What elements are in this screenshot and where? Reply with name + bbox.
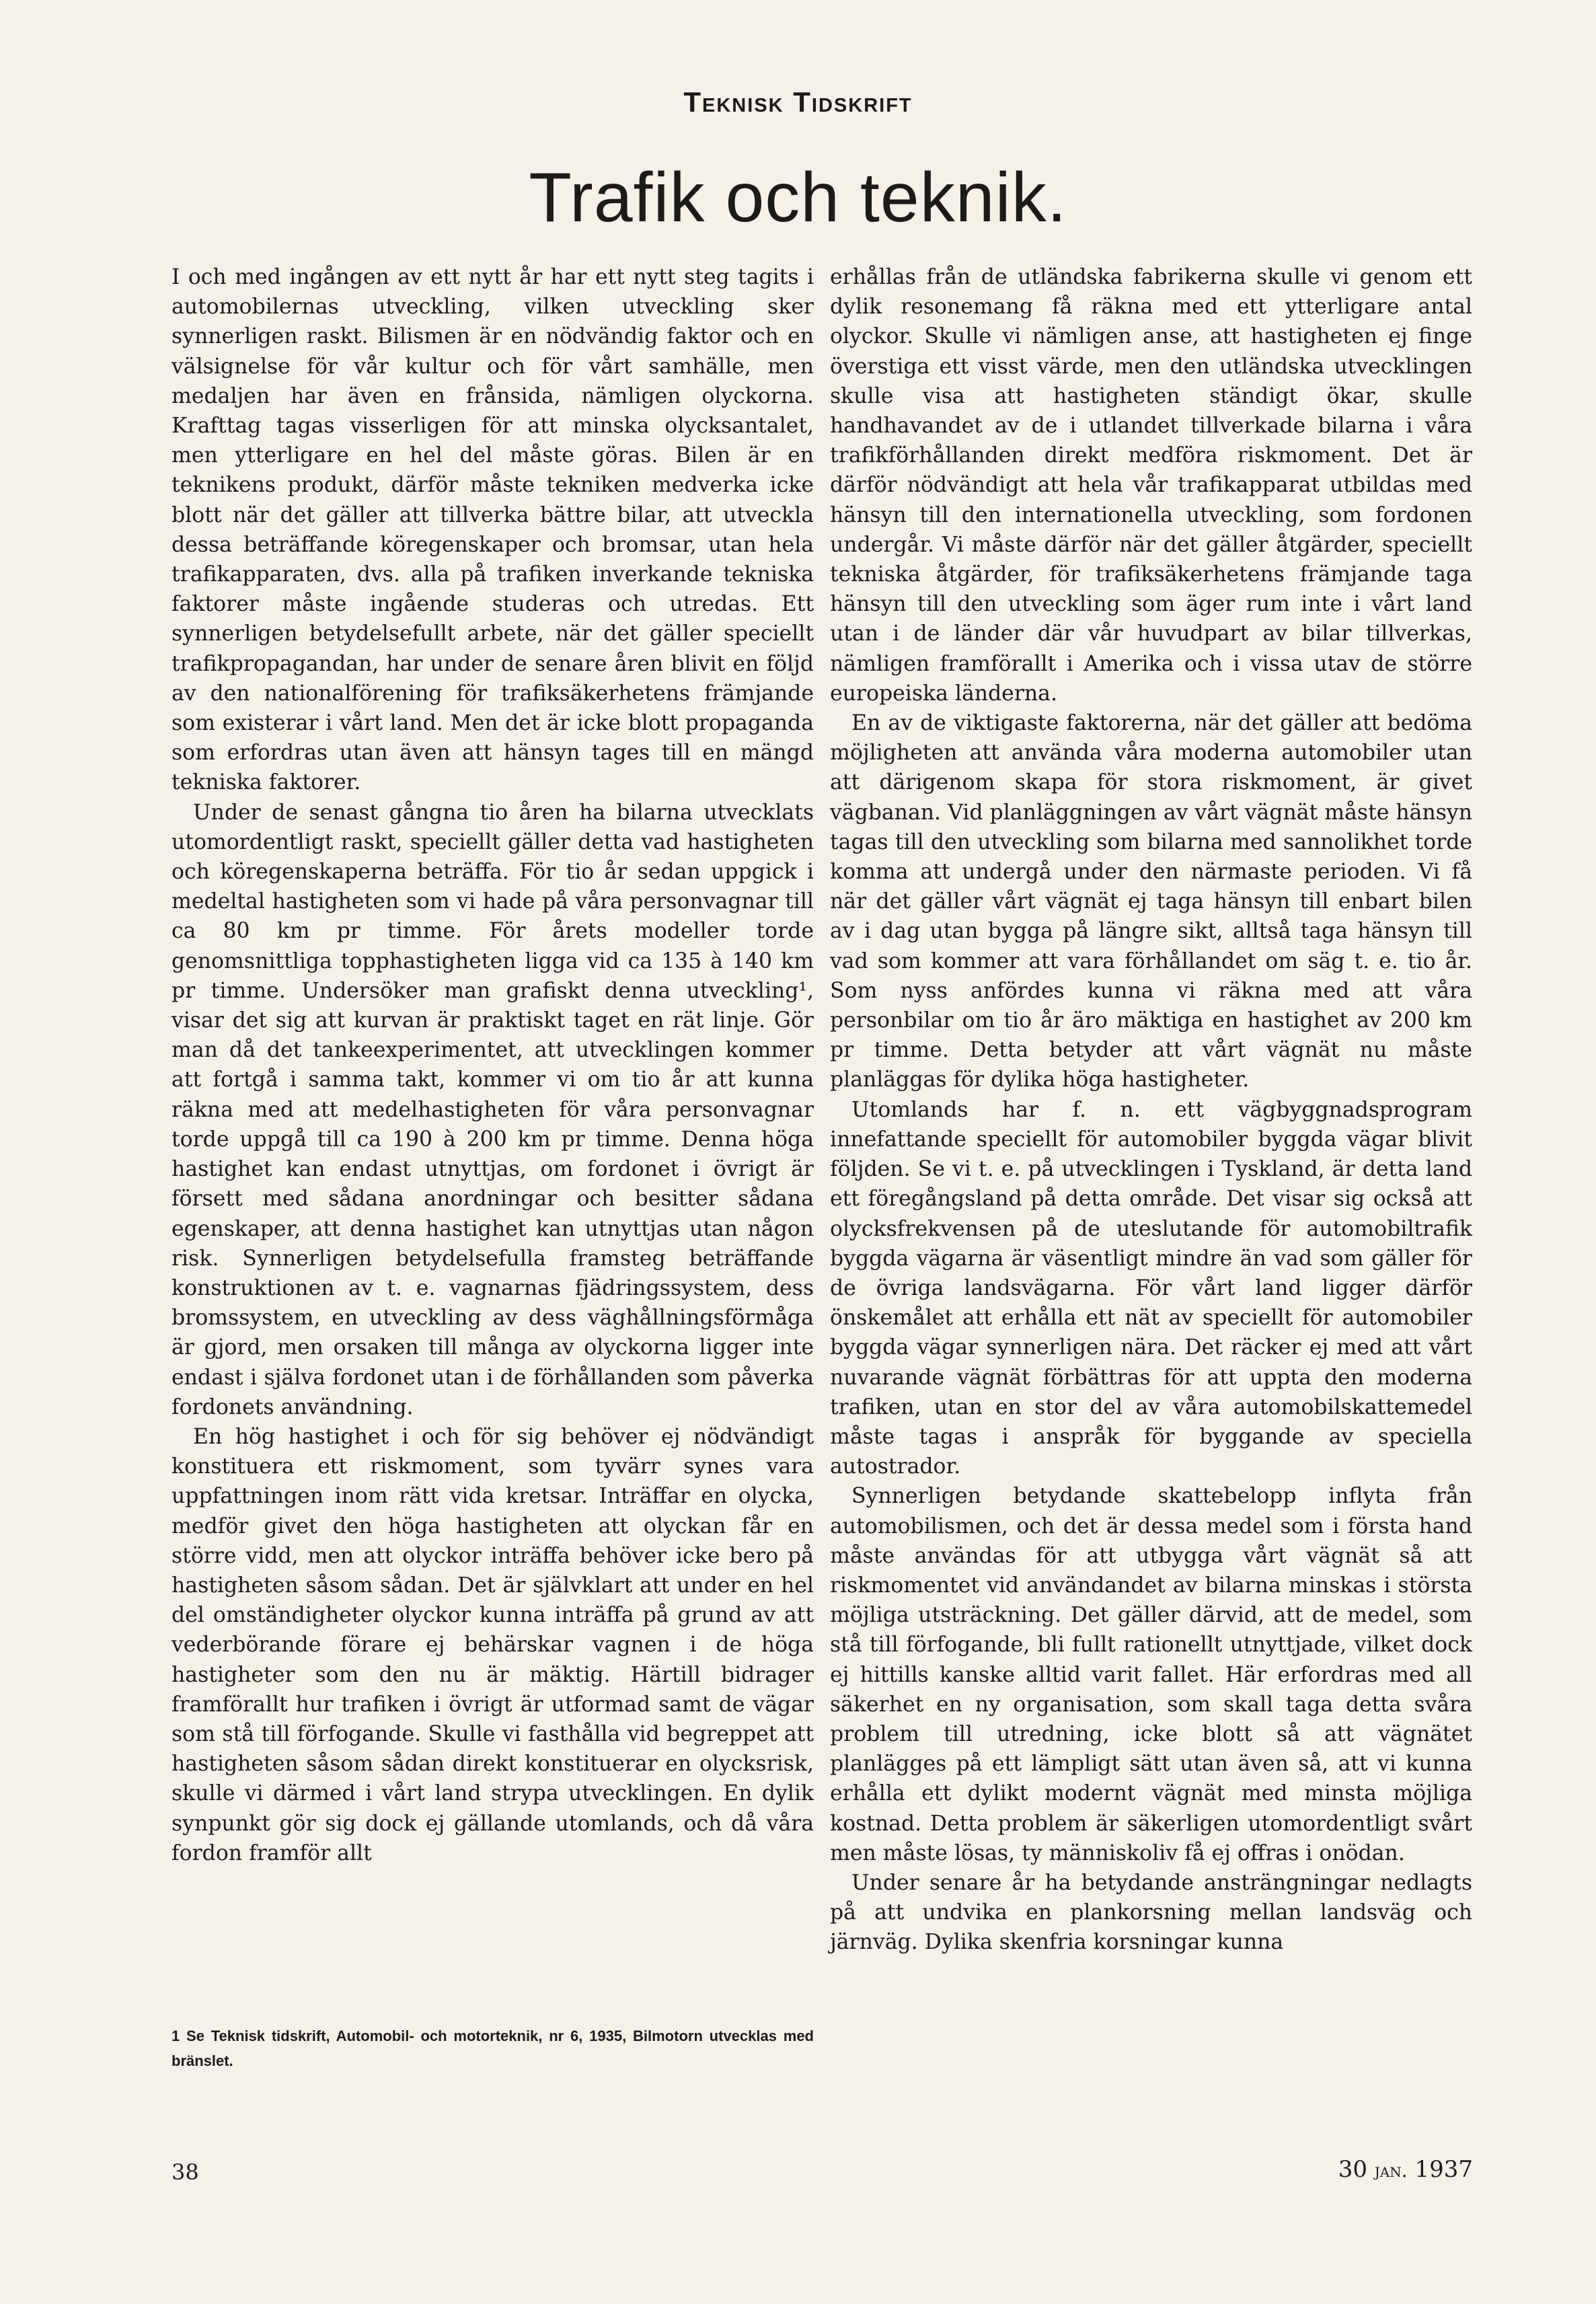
page-number: 38 bbox=[172, 2159, 199, 2185]
article-title: Trafik och teknik. bbox=[529, 159, 1067, 237]
paragraph: Utomlands har f. n. ett vägbyggnadsprogram innefattande speciellt för automobiler byggda vägar blivit följden. Se vi t. e. på utvecklingen i Tyskland, är detta land ett föregångsland på detta område. Det visar sig också att olycksfrekvensen på de uteslutande för automobiltrafik byggda vägarna är väsentligt mindre än vad som gäller för de övriga landsvägarna. För vårt land ligger därför önskemålet att erhålla ett nät av speciellt för automobiler byggda vägar synnerligen nära. Det räcker ej med att vårt nuvarande vägnät förbättras för att uppta den moderna trafiken, utan en stor del av våra automobilskattemedel måste tagas i anspråk för byggande av speciella autostrador. bbox=[830, 1097, 1472, 1479]
footnote: 1 Se Teknisk tidskrift, Automobil- och motorteknik, nr 6, 1935, Bilmotorn utvecklas med bränslet. bbox=[172, 2028, 814, 2069]
paragraph: Under de senast gångna tio åren ha bilarna utvecklats utomordentligt raskt, speciellt gäller detta vad hastigheten och köregenskaperna beträffa. För tio år sedan uppgick i medeltal hastigheten som vi hade på våra personvagnar till ca 80 km pr timme. För årets modeller torde genomsnittliga topphastigheten ligga vid ca 135 à 140 km pr timme. Undersöker man grafiskt denna utveckling¹, visar det sig att kurvan är praktiskt taget en rät linje. Gör man då det tankeexperimentet, att utvecklingen kommer att fortgå i samma takt, kommer vi om tio år att kunna räkna med att medelhastigheten för våra personvagnar torde uppgå till ca 190 à 200 km pr timme. Denna höga hastighet kan endast utnyttjas, om fordonet i övrigt är försett med sådana anordningar och besitter sådana egenskaper, att denna hastighet kan utnyttjas utan någon risk. Synnerligen betydelsefulla framsteg beträffande konstruktionen av t. e. vagnarnas fjädringssystem, dess bromssystem, en utveckling av dess väghållningsförmåga är gjord, men orsaken till många av olyckorna ligger inte endast i själva fordonet utan i de förhållanden som påverka fordonets användning. bbox=[172, 800, 814, 1419]
date-month: jan. bbox=[1374, 2159, 1408, 2182]
paragraph: Under senare år ha betydande ansträngningar nedlagts på att undvika en plankorsning mellan landsväg och järnväg. Dylika skenfria korsningar kunna bbox=[830, 1870, 1472, 1955]
paragraph: En hög hastighet i och för sig behöver ej nödvändigt konstituera ett riskmoment, som tyvärr synes vara uppfattningen inom rätt vida kretsar. Inträffar en olycka, medför givet den höga hastigheten att olyckan får en större vidd, men att olyckor inträffa behöver icke bero på hastigheten såsom sådan. Det är självklart att under en hel del omständigheter olyckor kunna inträffa på grund av att vederbörande förare ej behärskar vagnen i de höga hastigheter som den nu är mäktig. Härtill bidrager framförallt hur trafiken i övrigt är utformad samt de vägar som stå till förfogande. Skulle vi fasthålla vid begreppet att hastigheten såsom sådan direkt konstituerar en olycksrisk, skulle vi därmed i vårt land strypa utvecklingen. En dylik synpunkt gör sig dock ej gällande utomlands, och då våra fordon framför allt bbox=[172, 1424, 814, 1865]
right-column bbox=[830, 262, 1472, 1958]
issue-date bbox=[1305, 2156, 1473, 2183]
left-column bbox=[172, 262, 814, 1868]
journal-name: Teknisk Tidskrift bbox=[683, 86, 913, 118]
paragraph: I och med ingången av ett nytt år har ett nytt steg tagits i automobilernas utveckling, vilken utveckling sker synnerligen raskt. Bilismen är en nödvändig faktor och en välsignelse för vår kultur och för vårt samhälle, men medaljen har även en frånsida, nämligen olyckorna. Krafttag tagas visserligen för att minska olycksantalet, men ytterligare en hel del måste göras. Bilen är en teknikens produkt, därför måste tekniken medverka icke blott när det gäller att tillverka bättre bilar, att utveckla dessa beträffande köregenskaper och bromsar, utan hela trafikapparaten, dvs. alla på trafiken inverkande tekniska faktorer måste ingående studeras och utredas. Ett synnerligen betydelsefullt arbete, när det gäller speciellt trafikpropagandan, har under de senare åren blivit en följd av den nationalförening för trafiksäkerhetens främjande som existerar i vårt land. Men det är icke blott propaganda som erfordras utan även att hänsyn tages till en mängd tekniska faktorer. bbox=[172, 265, 814, 795]
paragraph: erhållas från de utländska fabrikerna skulle vi genom ett dylik resonemang få räkna med ett ytterligare antal olyckor. Skulle vi nämligen anse, att hastigheten ej finge överstiga ett visst värde, men den utländska utvecklingen skulle visa att hastigheten ständigt ökar, skulle handhavandet av de i utlandet tillverkade bilarna i våra trafikförhållanden direkt medföra riskmoment. Det är därför nödvändigt att hela vår trafikapparat utbildas med hänsyn till den internationella utveckling, som fordonen undergår. Vi måste därför när det gäller åtgärder, speciellt tekniska åtgärder, för trafiksäkerhetens främjande taga hänsyn till den utveckling som äger rum inte i vårt land utan i de länder där vår huvudpart av bilar tillverkas, nämligen framförallt i Amerika och i vissa utav de större europeiska länderna. bbox=[830, 265, 1472, 706]
date-day: 30 bbox=[1338, 2156, 1367, 2183]
paragraph: Synnerligen betydande skattebelopp inflyta från automobilismen, och det är dessa medel som i första hand måste användas för att utbygga vårt vägnät så att riskmomentet vid användandet av bilarna minskas i största möjliga utsträckning. Det gäller därvid, att de medel, som stå till förfogande, bli fullt rationellt utnyttjade, vilket dock ej hittills kanske alltid varit fallet. Här erfordras med all säkerhet en ny organisation, som skall taga detta svåra problem till utredning, icke blott så att vägnätet planlägges på ett lämpligt sätt utan även så, att vi kunna erhålla ett dylikt modernt vägnät med minsta möjliga kostnad. Detta problem är säkerligen utomordentligt svårt men måste lösas, ty människoliv få ej offras i onödan. bbox=[830, 1484, 1472, 1865]
paragraph: En av de viktigaste faktorerna, när det gäller att bedöma möjligheten att använda våra moderna automobiler utan att därigenom skapa för stora riskmoment, är givet vägbanan. Vid planläggningen av vårt vägnät måste hänsyn tagas till den utveckling som bilarna med sannolikhet torde komma att undergå under den närmaste perioden. Vi få när det gäller vårt vägnät ej taga hänsyn till enbart bilen av i dag utan bygga på längre sikt, alltså taga hänsyn till vad som kommer att vara förhållandet om säg t. e. tio år. Som nyss anfördes kunna vi räkna med att våra personbilar om tio år äro mäktiga en hastighet av 200 km pr timme. Detta betyder att vårt vägnät nu måste planläggas för dylika höga hastigheter. bbox=[830, 711, 1472, 1092]
date-year: 1937 bbox=[1414, 2156, 1473, 2183]
